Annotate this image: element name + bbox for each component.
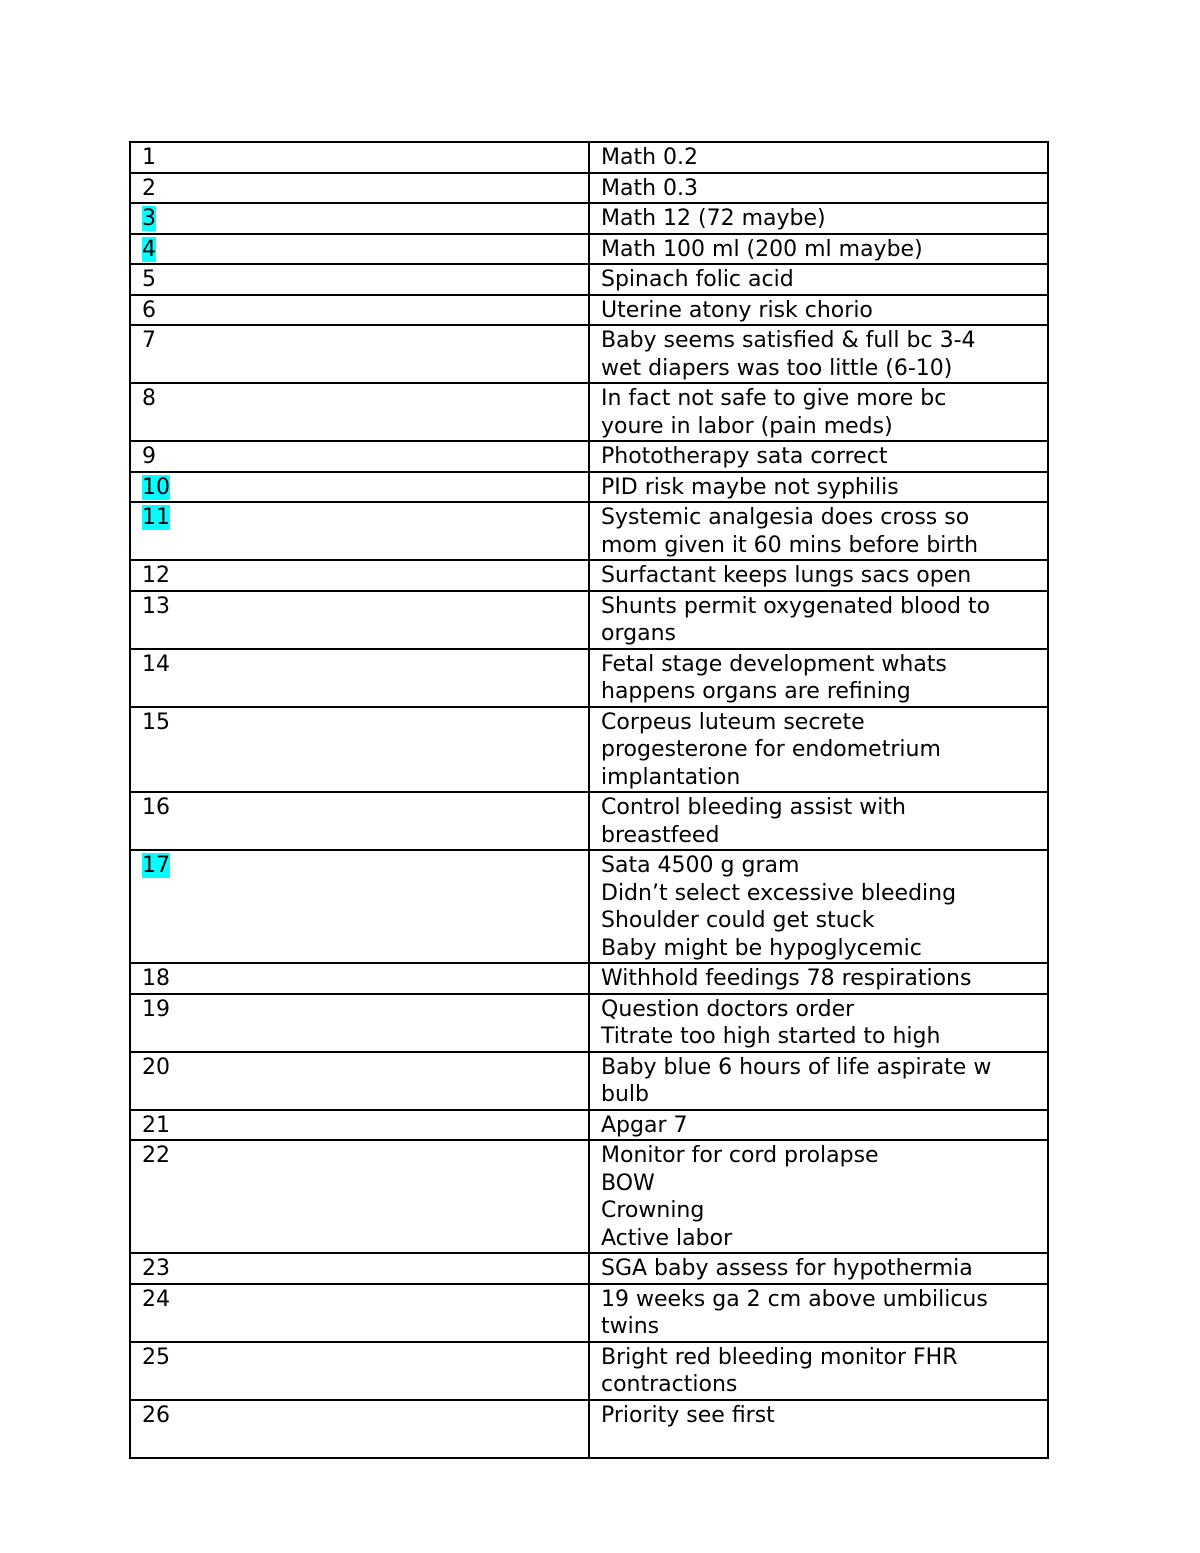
note-line: Systemic analgesia does cross so [601, 505, 970, 530]
table-row [130, 707, 1048, 793]
question-number-cell [130, 1400, 589, 1458]
note-line: Active labor [601, 1225, 733, 1251]
question-number-cell [130, 502, 589, 560]
question-number-cell [130, 441, 589, 472]
note-line: Monitor for cord prolapse [601, 1143, 879, 1168]
note-line: Question doctors order [601, 996, 855, 1022]
note-line: Corpeus luteum secrete [601, 709, 865, 735]
note-line: Fetal stage development whats [601, 651, 947, 677]
note-line: contractions [601, 1372, 738, 1397]
notes-table [129, 141, 1049, 1459]
note-line: twins [601, 1314, 660, 1339]
question-number-cell [130, 1253, 589, 1284]
question-number: 12 [142, 563, 170, 588]
question-number: 20 [142, 1054, 170, 1080]
table-row [130, 234, 1048, 265]
note-cell [589, 649, 1048, 707]
note-line: Sata 4500 g gram [601, 853, 800, 878]
question-number-cell [130, 142, 589, 173]
question-number-cell [130, 1284, 589, 1342]
note-line: Baby blue 6 hours of life aspirate w [601, 1054, 992, 1080]
question-number: 26 [142, 1402, 170, 1428]
note-line: progesterone for endometrium [601, 737, 941, 762]
note-cell [589, 203, 1048, 234]
note-line: PID risk maybe not syphilis [601, 474, 899, 500]
question-number: 9 [142, 444, 156, 469]
note-line: Math 0.3 [601, 175, 699, 201]
question-number-cell [130, 295, 589, 326]
note-cell [589, 1284, 1048, 1342]
question-number-cell [130, 963, 589, 994]
question-number-cell [130, 707, 589, 793]
question-number: 13 [142, 593, 170, 619]
note-line: implantation [601, 764, 741, 790]
table-row [130, 203, 1048, 234]
question-number: 18 [142, 966, 170, 991]
notes-table-body [130, 142, 1048, 1458]
question-number-cell [130, 1140, 589, 1253]
note-line: Uterine atony risk chorio [601, 297, 873, 323]
table-row [130, 1342, 1048, 1400]
table-row [130, 472, 1048, 503]
note-cell [589, 441, 1048, 472]
note-line: Bright red bleeding monitor FHR [601, 1344, 958, 1370]
question-number: 19 [142, 996, 170, 1022]
note-cell [589, 234, 1048, 265]
note-line: Titrate too high started to high [601, 1024, 941, 1049]
note-line: BOW [601, 1170, 655, 1196]
table-row [130, 173, 1048, 204]
note-line [601, 1429, 1036, 1457]
table-row [130, 591, 1048, 649]
highlighted-question-number: 3 [142, 206, 156, 231]
note-cell [589, 1140, 1048, 1253]
table-row [130, 1253, 1048, 1284]
note-line: 19 weeks ga 2 cm above umbilicus [601, 1286, 988, 1312]
note-line: bulb [601, 1082, 649, 1107]
table-row [130, 383, 1048, 441]
question-number-cell [130, 591, 589, 649]
question-number: 6 [142, 297, 156, 323]
highlighted-question-number: 11 [142, 505, 170, 530]
question-number-cell [130, 1342, 589, 1400]
question-number: 22 [142, 1143, 170, 1168]
note-line: happens organs are refining [601, 679, 911, 704]
note-cell [589, 1342, 1048, 1400]
table-row [130, 264, 1048, 295]
note-cell [589, 707, 1048, 793]
note-line: breastfeed [601, 822, 720, 848]
note-line: Math 0.2 [601, 145, 699, 170]
note-line: youre in labor (pain meds) [601, 413, 893, 439]
highlighted-question-number: 10 [142, 474, 170, 500]
question-number: 24 [142, 1286, 170, 1312]
question-number: 5 [142, 267, 156, 292]
question-number-cell [130, 850, 589, 963]
note-cell [589, 560, 1048, 591]
note-cell [589, 1052, 1048, 1110]
table-row [130, 295, 1048, 326]
question-number-cell [130, 1110, 589, 1141]
table-row [130, 560, 1048, 591]
question-number: 25 [142, 1344, 170, 1370]
table-row [130, 502, 1048, 560]
table-row [130, 1284, 1048, 1342]
note-cell [589, 994, 1048, 1052]
table-row [130, 1400, 1048, 1458]
note-line: Surfactant keeps lungs sacs open [601, 563, 972, 588]
highlighted-question-number: 4 [142, 236, 156, 262]
question-number: 1 [142, 145, 156, 170]
question-number-cell [130, 472, 589, 503]
question-number: 8 [142, 386, 156, 411]
table-row [130, 1052, 1048, 1110]
table-row [130, 325, 1048, 383]
note-line: Control bleeding assist with [601, 795, 906, 820]
highlighted-question-number: 17 [142, 853, 170, 878]
note-line: SGA baby assess for hypothermia [601, 1256, 973, 1281]
note-cell [589, 325, 1048, 383]
note-cell [589, 591, 1048, 649]
note-cell [589, 963, 1048, 994]
table-row [130, 963, 1048, 994]
question-number-cell [130, 264, 589, 295]
note-line: Shunts permit oxygenated blood to [601, 593, 991, 619]
note-line: Didn’t select excessive bleeding [601, 880, 957, 906]
note-line: Baby seems satisfied & full bc 3-4 [601, 328, 976, 353]
question-number: 16 [142, 795, 170, 820]
table-row [130, 649, 1048, 707]
note-line: organs [601, 621, 676, 646]
note-line: Math 12 (72 maybe) [601, 206, 826, 231]
question-number-cell [130, 234, 589, 265]
note-cell [589, 850, 1048, 963]
note-cell [589, 264, 1048, 295]
question-number-cell [130, 325, 589, 383]
question-number: 14 [142, 651, 170, 677]
table-row [130, 1140, 1048, 1253]
note-line: Crowning [601, 1198, 705, 1223]
table-row [130, 850, 1048, 963]
question-number-cell [130, 649, 589, 707]
table-row [130, 142, 1048, 173]
question-number-cell [130, 1052, 589, 1110]
note-cell [589, 472, 1048, 503]
question-number: 23 [142, 1256, 170, 1281]
note-cell [589, 1253, 1048, 1284]
note-cell [589, 1110, 1048, 1141]
note-cell [589, 142, 1048, 173]
question-number-cell [130, 203, 589, 234]
note-cell [589, 1400, 1048, 1458]
table-row [130, 994, 1048, 1052]
question-number: 15 [142, 709, 170, 735]
note-line: Withhold feedings 78 respirations [601, 966, 972, 991]
question-number-cell [130, 173, 589, 204]
note-cell [589, 173, 1048, 204]
question-number-cell [130, 383, 589, 441]
note-line: Spinach folic acid [601, 267, 794, 292]
question-number-cell [130, 560, 589, 591]
question-number: 7 [142, 328, 156, 353]
note-cell [589, 502, 1048, 560]
question-number-cell [130, 994, 589, 1052]
note-cell [589, 383, 1048, 441]
note-line: Apgar 7 [601, 1112, 688, 1138]
question-number-cell [130, 792, 589, 850]
note-line: In fact not safe to give more bc [601, 386, 947, 411]
table-row [130, 792, 1048, 850]
question-number: 2 [142, 175, 156, 201]
note-cell [589, 792, 1048, 850]
question-number: 21 [142, 1112, 170, 1138]
note-line: Math 100 ml (200 ml maybe) [601, 236, 923, 262]
note-line: Shoulder could get stuck [601, 908, 875, 933]
note-line: mom given it 60 mins before birth [601, 532, 979, 558]
table-row [130, 441, 1048, 472]
note-line: Baby might be hypoglycemic [601, 935, 922, 961]
note-line: Phototherapy sata correct [601, 444, 888, 469]
note-cell [589, 295, 1048, 326]
note-line: wet diapers was too little (6-10) [601, 355, 953, 381]
table-row [130, 1110, 1048, 1141]
note-line: Priority see first [601, 1402, 775, 1428]
